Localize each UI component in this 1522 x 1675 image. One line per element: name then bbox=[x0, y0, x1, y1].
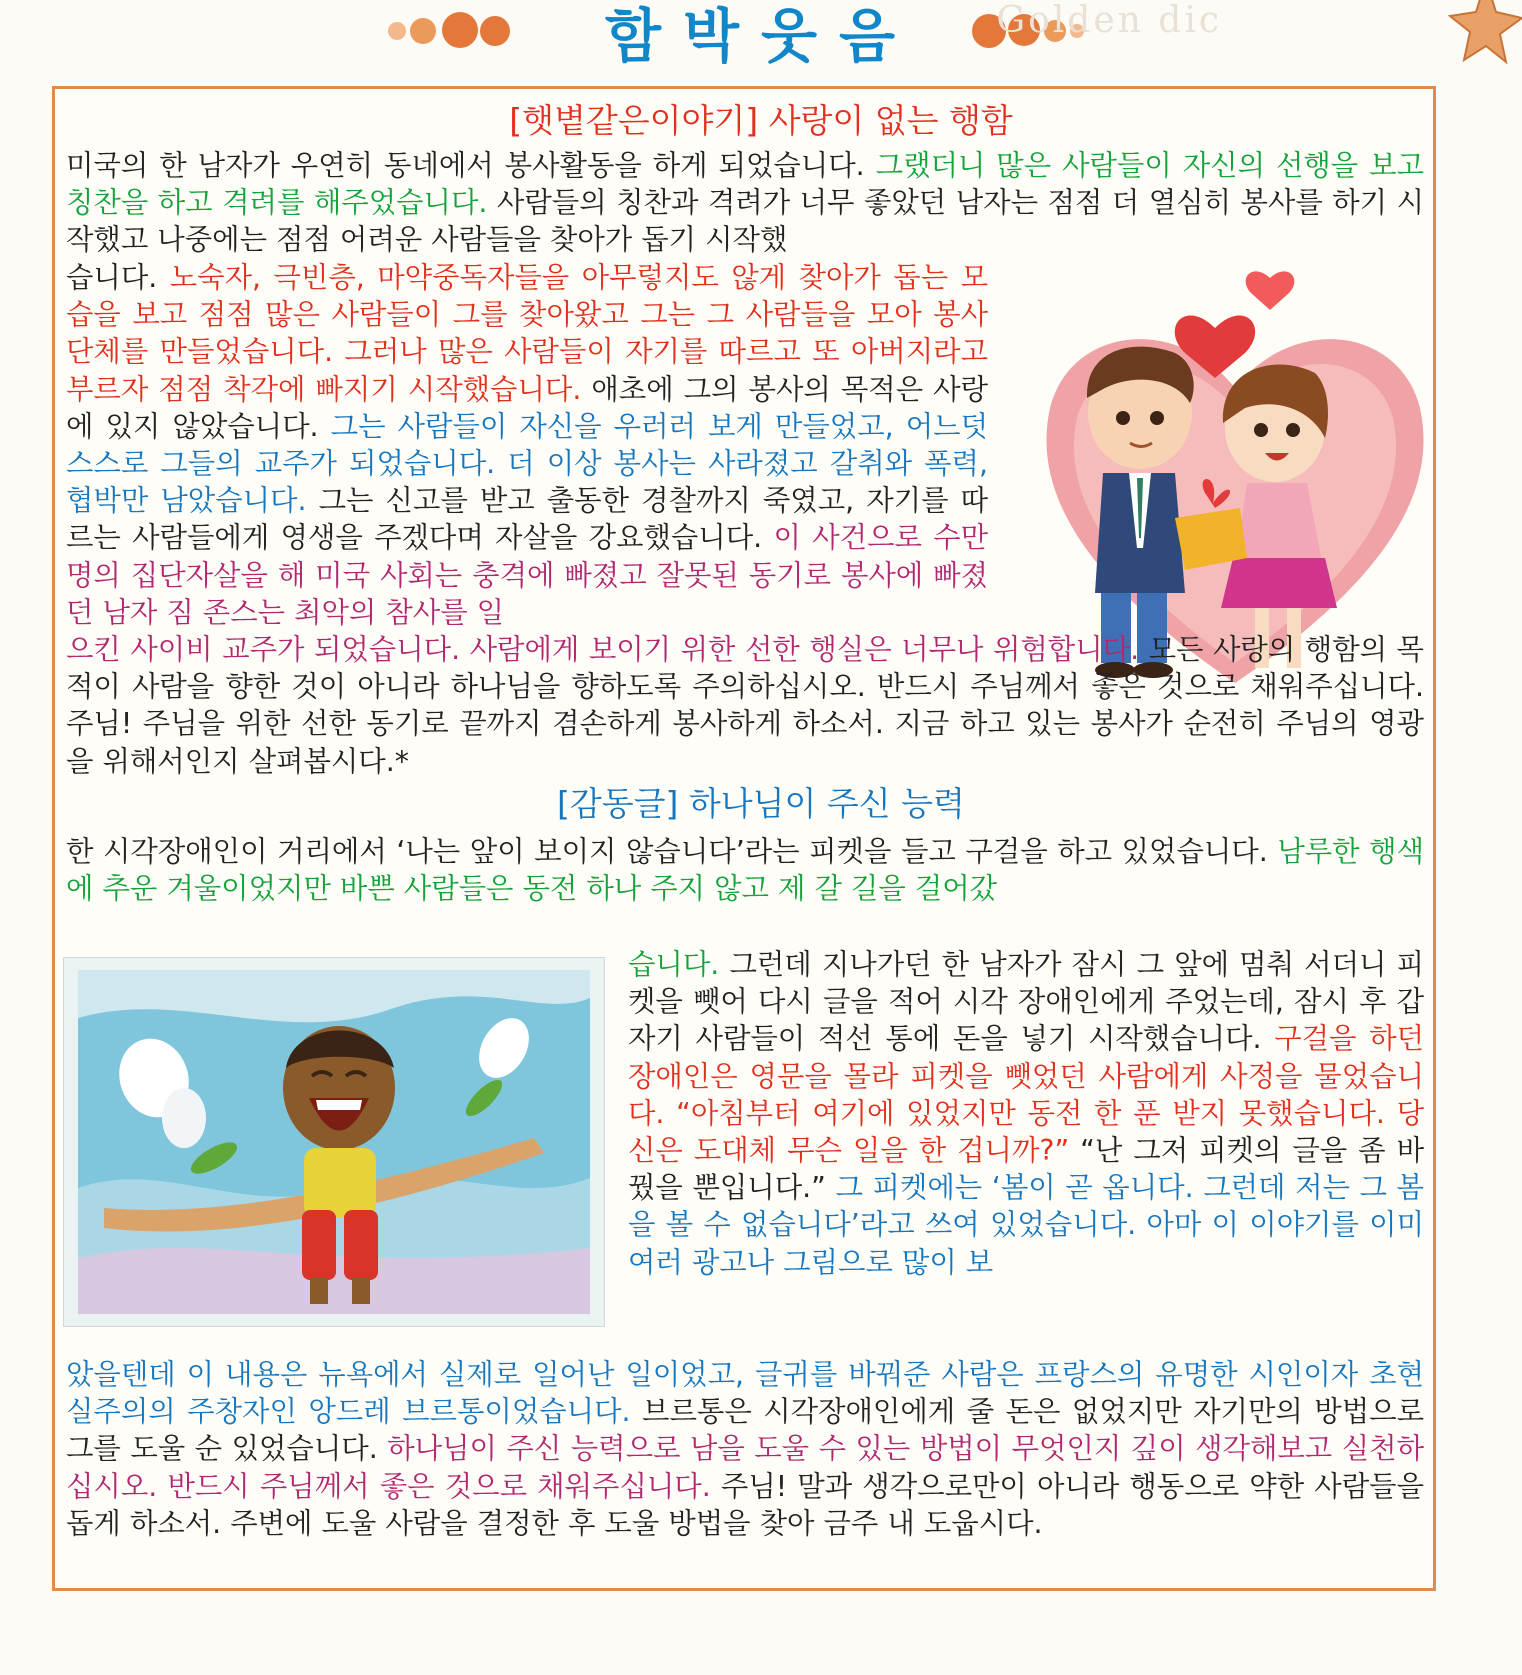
text-run: 습니다. bbox=[66, 261, 170, 294]
page-header bbox=[0, 0, 1522, 80]
text-run: 남루한 행색에 추운 겨울이었지만 바쁜 사람들은 동전 하나 주지 않고 제 갈 길을 걸어갔 bbox=[66, 835, 1424, 906]
laughing-boy-illustration bbox=[64, 958, 604, 1326]
text-run: 구걸을 하던 장애인은 영문을 몰라 피켓을 뺏었던 사람에게 사정을 물었습니다. “아침부터 여기에 있었지만 동전 한 푼 받지 못했습니다. 당신은 도대체 무슨 일을 한 겁니까?” bbox=[628, 1022, 1424, 1168]
story2-paragraph3 bbox=[66, 1356, 1424, 1542]
text-run: 습니다. bbox=[628, 948, 720, 981]
text-run: 그랬더니 많은 사람들이 자신의 선행을 보고 칭찬을 하고 격려를 해주었습니다. bbox=[66, 149, 1425, 220]
text-run: 한 시각장애인이 거리에서 ‘나는 앞이 보이지 않습니다’라는 피켓을 들고 구걸을 하고 있었습니다. bbox=[66, 835, 1278, 868]
text-run: 모든 사랑의 행함의 목적이 사람을 향한 것이 아니라 하나님을 향하도록 주의하십시오. 반드시 주님께서 좋은 것으로 채워주십니다. 주님! 주님을 위한 선한 동기로 끝까지 겸손하게 봉사하게 하소서. 지금 하고 있는 봉사가 순전히 주님의 영광을 위해서인지 살펴봅시다.* bbox=[66, 633, 1424, 778]
star-icon bbox=[1430, 0, 1522, 64]
text-run: 그는 사람들이 자신을 우러러 보게 만들었고, 어느덧 스스로 그들의 교주가 되었습니다. 더 이상 봉사는 사라졌고 갈취와 폭력, 협박만 남았습니다. bbox=[66, 409, 988, 518]
text-run: 그는 신고를 받고 출동한 경찰까지 죽였고, 자기를 따르는 사람들에게 영생을 주겠다며 자살을 강요했습니다. bbox=[66, 484, 989, 555]
story1-paragraph1 bbox=[66, 147, 1424, 259]
text-run: 이 사건으로 수만 명의 집단자살을 해 미국 사회는 충격에 빠졌고 잘못된 동기로 봉사에 빠졌던 남자 짐 존스는 최악의 참사를 일 bbox=[66, 521, 988, 629]
text-run: 그런데 지나가던 한 남자가 잠시 그 앞에 멈춰 서더니 피켓을 뺏어 다시 글을 적어 시각 장애인에게 주었는데, 잠시 후 갑자기 사람들이 적선 통에 돈을 넣기 시작했습니다. bbox=[628, 948, 1424, 1056]
story1-paragraph2 bbox=[66, 259, 988, 631]
story2-heading: [감동글] 하나님이 주신 능력 bbox=[557, 784, 965, 823]
text-run: 미국의 한 남자가 우연히 동네에서 봉사활동을 하게 되었습니다. bbox=[66, 149, 876, 182]
text-run: 하나님이 주신 능력으로 남을 도울 수 있는 방법이 무엇인지 깊이 생각해보고 실천하십시오. 반드시 주님께서 좋은 것으로 채워주십니다. bbox=[66, 1432, 1424, 1503]
text-run: 애초에 그의 봉사의 목적은 사랑에 있지 않았습니다. bbox=[66, 372, 989, 443]
ghost-background-text: Golden dic bbox=[996, 0, 1222, 41]
text-run: 노숙자, 극빈층, 마약중독자들을 아무렇지도 않게 찾아가 돕는 모습을 보고 점점 많은 사람들이 그를 찾아왔고 그는 그 사람들을 모아 봉사단체를 만들었습니다. 그러나 많은 사람들이 자기를 따르고 또 아버지라고 부르자 점점 착각에 빠지기 시작했습니다. bbox=[66, 261, 988, 406]
text-run: 사람들의 칭찬과 격려가 너무 좋았던 남자는 점점 더 열심히 봉사를 하기 시작했고 나중에는 점점 어려운 사람들을 찾아가 돕기 시작했 bbox=[66, 186, 1424, 257]
story2-paragraph1 bbox=[66, 833, 1424, 907]
page-title: 함박웃음 bbox=[604, 2, 918, 70]
story1-paragraph3 bbox=[66, 631, 1424, 780]
text-run: 그 피켓에는 ‘봄이 곧 옵니다. 그런데 저는 그 봄을 볼 수 없습니다’라고 쓰여 있었습니다. 아마 이 이야기를 이미 여러 광고나 그림으로 많이 보 bbox=[628, 1171, 1424, 1279]
story1-heading: [햇볕같은이야기] 사랑이 없는 행함 bbox=[509, 101, 1013, 140]
text-run: “난 그저 피켓의 글을 좀 바꿨을 뿐입니다.” bbox=[628, 1134, 1424, 1205]
text-run: 았을텐데 이 내용은 뉴욕에서 실제로 일어난 일이었고, 글귀를 바꿔준 사람은 프랑스의 유명한 시인이자 초현실주의의 주창자인 앙드레 브르통이었습니다. bbox=[66, 1358, 1424, 1429]
story2-paragraph2 bbox=[628, 946, 1424, 1281]
text-run: 주님! 말과 생각으로만이 아니라 행동으로 약한 사람들을 돕게 하소서. 주변에 도울 사람을 결정한 후 도울 방법을 찾아 금주 내 도웁시다. bbox=[66, 1469, 1424, 1540]
text-run: 으킨 사이비 교주가 되었습니다. 사람에게 보이기 위한 선한 행실은 너무나 위험합니다. bbox=[66, 633, 1140, 666]
text-run: 브르통은 시각장애인에게 줄 돈은 없었지만 자기만의 방법으로 그를 도울 순 있었습니다. bbox=[66, 1395, 1424, 1466]
